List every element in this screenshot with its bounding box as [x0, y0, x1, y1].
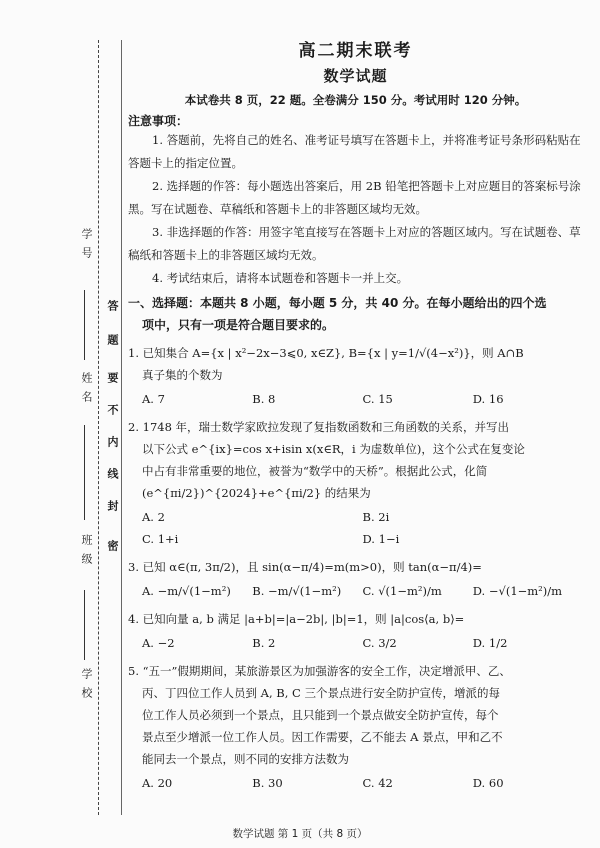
option-b: B. 2 — [252, 636, 276, 650]
option-b: B. 30 — [252, 776, 283, 790]
question-stem: 4. 已知向量 a, b 满足 |a+b|=|a−2b|, |b|=1，则 |a|cos⟨a, b⟩= — [128, 612, 465, 626]
option-d: D. 1−i — [362, 532, 400, 546]
option-c: C. √(1−m²)/m — [362, 584, 442, 598]
field-label-name: 姓名 — [80, 372, 93, 410]
seal-char: 题 — [106, 334, 119, 345]
question-stem: 1. 已知集合 A={x | x²−2x−3⩽0, x∈Z}, B={x | y=1/√(4−x²)}，则 A∩B — [128, 346, 524, 360]
note-item: 4. 考试结束后，请将本试题卷和答题卡一并上交。 — [152, 271, 409, 285]
exam-info: 本试卷共 8 页，22 题。全卷满分 150 分。考试用时 120 分钟。 — [184, 93, 527, 107]
question-stem: 丙、丁四位工作人员到 A, B, C 三个景点进行安全防护宣传，增派的每 — [142, 686, 500, 700]
question-4 — [128, 608, 583, 654]
question-stem: 2. 1748 年，瑞士数学家欧拉发现了复指数函数和三角函数的关系，并写出 — [128, 420, 510, 434]
option-d: D. 16 — [472, 392, 504, 406]
options — [128, 506, 583, 550]
page-footer: 数学试题 第 1 页（共 8 页） — [232, 828, 368, 840]
question-stem: 中占有非常重要的地位，被誉为“数学中的天桥”。根据此公式，化简 — [142, 464, 488, 478]
note-item: 2. 选择题的作答：每小题选出答案后，用 2B 铅笔把答题卡上对应题目的答案标号涂黑。写在试题卷、草稿纸和答题卡上的非答题区域均无效。 — [128, 179, 581, 216]
field-label-student-id: 学号 — [80, 228, 93, 266]
question-5 — [128, 660, 583, 794]
name-blank — [84, 425, 85, 520]
seal-line — [121, 40, 122, 815]
field-label-class: 班级 — [80, 534, 93, 572]
field-label-school: 学校 — [80, 668, 93, 706]
options — [128, 388, 583, 410]
option-d: D. −√(1−m²)/m — [472, 584, 563, 598]
exam-content — [128, 36, 583, 794]
options — [128, 632, 583, 654]
question-stem: (e^{πi/2})^{2024}+e^{πi/2} 的结果为 — [142, 486, 371, 500]
notes-heading: 注意事项： — [128, 114, 189, 128]
option-b: B. 2i — [362, 510, 390, 524]
option-c: C. 3/2 — [362, 636, 397, 650]
option-c: C. 42 — [362, 776, 393, 790]
option-b: B. 8 — [252, 392, 276, 406]
question-stem: 位工作人员必须到一个景点，且只能到一个景点做安全防护宣传，每个 — [142, 708, 499, 722]
option-d: D. 60 — [472, 776, 504, 790]
option-a: A. 2 — [142, 510, 165, 524]
page-title: 高二期末联考 — [298, 41, 413, 61]
question-stem: 以下公式 e^{ix}=cos x+isin x(x∈R，i 为虚数单位)，这个公式在复变论 — [142, 442, 525, 456]
options — [128, 772, 583, 794]
question-stem: 5. “五一”假期期间，某旅游景区为加强游客的安全工作，决定增派甲、乙、 — [128, 664, 511, 678]
option-c: C. 1+i — [142, 532, 179, 546]
option-b: B. −m/√(1−m²) — [252, 584, 342, 598]
binding-margin — [0, 0, 122, 848]
option-c: C. 15 — [362, 392, 393, 406]
note-item: 1. 答题前，先将自己的姓名、准考证号填写在答题卡上，并将准考证号条形码粘贴在答题卡上的指定位置。 — [128, 133, 581, 170]
option-d: D. 1/2 — [472, 636, 508, 650]
question-3 — [128, 556, 583, 602]
seal-char: 密 — [106, 540, 119, 551]
class-blank — [84, 590, 85, 660]
option-a: A. −2 — [142, 636, 175, 650]
option-a: A. −m/√(1−m²) — [142, 584, 231, 598]
seal-char: 要 — [106, 372, 119, 383]
seal-char: 不 — [106, 404, 119, 415]
section-heading: 一、选择题：本题共 8 小题，每小题 5 分，共 40 分。在每小题给出的四个选 项中，只有一项是符合题目要求的。 — [128, 296, 547, 332]
seal-char: 内 — [106, 436, 119, 447]
student-id-blank — [84, 290, 85, 360]
question-stem: 真子集的个数为 — [142, 368, 223, 382]
question-stem: 景点至少增派一位工作人员。因工作需要，乙不能去 A 景点，甲和乙不 — [142, 730, 503, 744]
page-subtitle: 数学试题 — [323, 67, 388, 85]
question-2 — [128, 416, 583, 550]
question-1 — [128, 342, 583, 410]
question-stem: 能同去一个景点，则不同的安排方法数为 — [142, 752, 349, 766]
option-a: A. 7 — [142, 392, 165, 406]
options — [128, 580, 583, 602]
cut-line — [98, 40, 99, 815]
seal-char: 答 — [106, 300, 119, 311]
option-a: A. 20 — [142, 776, 173, 790]
seal-char: 封 — [106, 500, 119, 511]
note-item: 3. 非选择题的作答：用签字笔直接写在答题卡上对应的答题区域内。写在试题卷、草稿纸和答题卡上的非答题区域均无效。 — [128, 225, 581, 262]
seal-char: 线 — [106, 468, 119, 479]
question-stem: 3. 已知 α∈(π, 3π/2)，且 sin(α−π/4)=m(m>0)，则 tan(α−π/4)= — [128, 560, 482, 574]
